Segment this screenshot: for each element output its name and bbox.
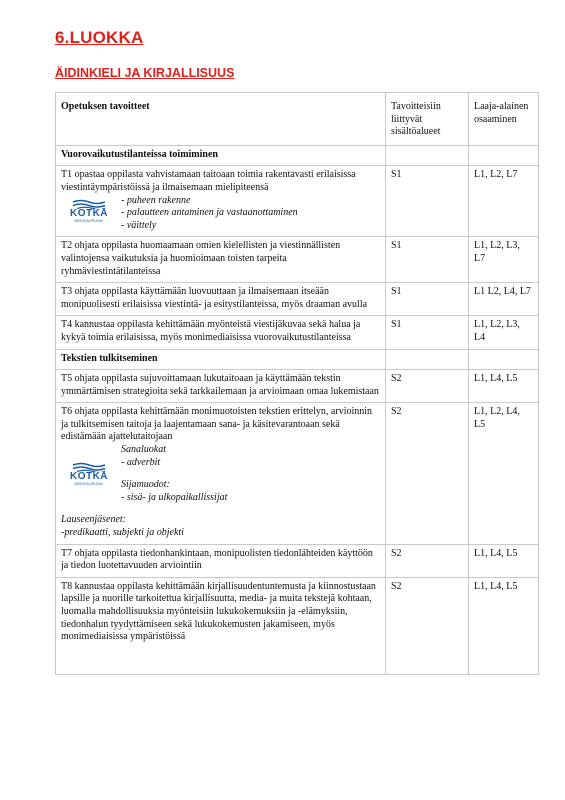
- logo-tagline: MERIKAUPUNKI: [74, 482, 104, 487]
- competence-cell: L1, L2, L3, L4: [469, 316, 539, 349]
- header-competence: Laaja-alainen osaaminen: [469, 93, 539, 146]
- competence-cell: L1, L4, L5: [469, 577, 539, 674]
- competence-cell: L1 L2, L4, L7: [469, 283, 539, 316]
- content-cell: S1: [386, 283, 469, 316]
- list-item: - sisä- ja ulkopaikallissijat: [121, 491, 228, 503]
- table-row: [56, 316, 539, 349]
- table-row: [56, 166, 539, 237]
- goal-cell: [56, 166, 386, 237]
- header-content-areas: Tavoitteisiin liittyvät sisältöalueet: [386, 93, 469, 146]
- competence-cell: L1, L4, L5: [469, 370, 539, 403]
- competence-cell: L1, L2, L4, L5: [469, 403, 539, 544]
- subject-heading: ÄIDINKIELI JA KIRJALLISUUS: [55, 66, 235, 80]
- header-goals: Opetuksen tavoitteet: [56, 93, 386, 146]
- section-row: [56, 145, 539, 166]
- list-item: - puheen rakenne: [121, 194, 191, 206]
- competence-cell: L1, L2, L3, L7: [469, 237, 539, 283]
- table-row: [56, 237, 539, 283]
- table-row: [56, 577, 539, 674]
- table-row: [56, 544, 539, 577]
- goal-cell: T5 ohjata oppilasta sujuvoittamaan lukutaitoaan ja käyttämään tekstin ymmärtämisen strategioita sekä tarkkailemaan ja arvioimaan omaa lukemistaan: [56, 370, 386, 403]
- section-row: [56, 349, 539, 370]
- goal-cell: T3 ohjata oppilasta käyttämään luovuuttaan ja ilmaisemaan itseään monipuolisesti erilaisissa viestintä- ja esitystilanteissa, myös draaman avulla: [56, 283, 386, 316]
- table-row: [56, 283, 539, 316]
- goal-cell: T8 kannustaa oppilasta kehittämään kirjallisuudentuntemusta ja kiinnostustaan lapsille ja nuorille tarkoitettua kirjallisuutta, media- ja muita tekstejä kohtaan, luomalla mahdollisuuksia myönteisiin lukukokemuksiin ja -elämyksiin, tiedonhalun tyydyttämiseen sekä lukukokemusten jakamiseen, myös monimediaisissa ympäristöissä: [56, 577, 386, 674]
- logo-name: KOTKA: [69, 207, 109, 219]
- content-cell: S1: [386, 237, 469, 283]
- goal-cell: [56, 403, 386, 544]
- content-cell: S2: [386, 544, 469, 577]
- content-cell: S2: [386, 370, 469, 403]
- list-item: - adverbit: [121, 456, 161, 468]
- logo-name: KOTKA: [69, 471, 109, 483]
- list-item: -predikaatti, subjekti ja objekti: [61, 527, 184, 539]
- goal-text: T1 opastaa oppilasta vahvistamaan taitoaan toimia rakentavasti erilaisissa viestintäympäristöissä ja ilmaisemaan mielipiteensä: [61, 169, 356, 193]
- word-classes-label: Sanaluokat: [121, 444, 166, 456]
- competence-cell: L1, L2, L7: [469, 166, 539, 237]
- clause-label: Lauseenjäsenet:: [61, 514, 126, 526]
- curriculum-table: [55, 92, 539, 675]
- section-title: Vuorovaikutustilanteissa toimiminen: [56, 145, 386, 166]
- content-cell: S2: [386, 403, 469, 544]
- logo-tagline: MERIKAUPUNKI: [74, 218, 104, 223]
- kotka-logo: [65, 199, 113, 223]
- goal-cell: T2 ohjata oppilasta huomaamaan omien kielellisten ja viestinnällisten valintojensa vaikutuksia ja huomioimaan toisten tarpeita ryhmäviestintätilanteissa: [56, 237, 386, 283]
- table-row: [56, 370, 539, 403]
- goal-cell: T7 ohjata oppilasta tiedonhankintaan, monipuolisten tiedonlähteiden käyttöön ja tiedon luotettavuuden arviointiin: [56, 544, 386, 577]
- list-item: - väittely: [121, 219, 157, 231]
- goal-text: T6 ohjata oppilasta kehittämään monimuotoisten tekstien erittelyn, arvioinnin ja tulkitsemisen taitoja ja laajentamaan sana- ja käsitevarantoaan sekä edistämään ajattelutaitojaan: [61, 406, 373, 443]
- table-header-row: [56, 93, 539, 146]
- content-cell: S2: [386, 577, 469, 674]
- content-cell: S1: [386, 166, 469, 237]
- case-label: Sijamuodot:: [121, 479, 170, 491]
- goal-cell: T4 kannustaa oppilasta kehittämään myönteistä viestijäkuvaa sekä halua ja kykyä toimia erilaisissa, myös monimediaisissa vuorovaikutustilanteissa: [56, 316, 386, 349]
- competence-cell: L1, L4, L5: [469, 544, 539, 577]
- page-heading: 6.LUOKKA: [55, 28, 144, 47]
- content-cell: S1: [386, 316, 469, 349]
- kotka-logo: [65, 462, 113, 486]
- table-row: [56, 403, 539, 544]
- list-item: - palautteen antaminen ja vastaanottaminen: [121, 207, 298, 219]
- section-title: Tekstien tulkitseminen: [56, 349, 386, 370]
